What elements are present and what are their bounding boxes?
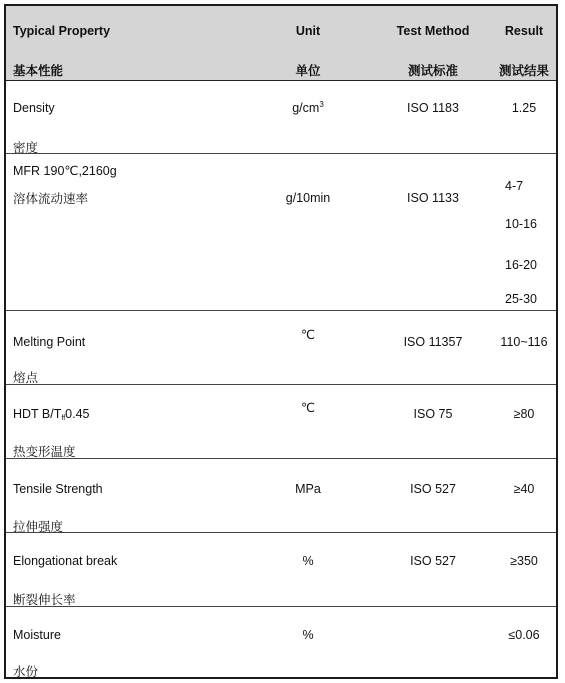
property-name-cn: 拉伸强度: [13, 520, 64, 534]
result-value: 1.25: [511, 101, 537, 115]
table-row: [6, 606, 556, 677]
method-value: ISO 1133: [407, 191, 459, 205]
property-name-en: Elongationat break: [13, 554, 118, 568]
property-name-en: MFR 190℃,2160g: [13, 164, 117, 178]
table-header: [6, 6, 556, 81]
result-value: 110~116: [500, 335, 548, 349]
table-row: [6, 153, 556, 311]
property-name-en: Tensile Strength: [13, 482, 103, 496]
result-value: 10-16: [505, 217, 537, 231]
result-value: 25-30: [505, 292, 537, 306]
result-value: ≥350: [510, 554, 538, 568]
method-value: ISO 75: [413, 407, 453, 421]
unit-value: %: [302, 628, 314, 642]
header-method-cn: 测试标准: [407, 64, 458, 78]
property-name-cn: 热变形温度: [13, 445, 76, 459]
table-row: [6, 458, 556, 533]
result-value: 4-7: [505, 179, 524, 193]
method-value: ISO 11357: [403, 335, 463, 349]
property-name-en: Moisture: [13, 628, 61, 642]
method-value: ISO 1183: [407, 101, 459, 115]
unit-value: MPa: [295, 482, 321, 496]
header-method-en: Test Method: [396, 24, 470, 38]
table-row: [6, 384, 556, 459]
method-value: ISO 527: [410, 554, 456, 568]
unit-value: ℃: [300, 401, 316, 415]
property-name-cn: 密度: [13, 141, 39, 155]
header-property-cn: 基本性能: [13, 64, 64, 78]
property-name-en: HDT $B/T_{ff}0.45$: [13, 407, 90, 422]
unit-value: %: [302, 554, 314, 568]
header-property-en: Typical Property: [13, 24, 111, 38]
property-name-en: Density: [13, 101, 55, 115]
unit-value: ℃: [300, 328, 316, 342]
property-name-en: Melting Point: [13, 335, 86, 349]
table-row: [6, 310, 556, 385]
result-value: 16-20: [505, 258, 537, 272]
property-name-cn: 熔点: [13, 371, 39, 385]
header-unit-en: Unit: [295, 24, 321, 38]
header-result-cn: 测试结果: [498, 64, 549, 78]
result-value: ≤0.06: [508, 628, 540, 642]
property-name-cn: 溶体流动速率: [13, 192, 89, 206]
property-name-cn: 断裂伸长率: [13, 593, 76, 607]
table-row: [6, 532, 556, 607]
unit-value: g/10min: [285, 191, 331, 205]
result-value: ≥80: [513, 407, 535, 421]
table-row: [6, 80, 556, 154]
result-value: ≥40: [513, 482, 535, 496]
header-result-en: Result: [504, 24, 544, 38]
header-unit-cn: 单位: [295, 64, 321, 78]
method-value: ISO 527: [410, 482, 456, 496]
property-table: [4, 4, 558, 679]
unit-value: $g/cm^3$: [292, 100, 324, 115]
property-name-cn: 水份: [13, 665, 39, 679]
